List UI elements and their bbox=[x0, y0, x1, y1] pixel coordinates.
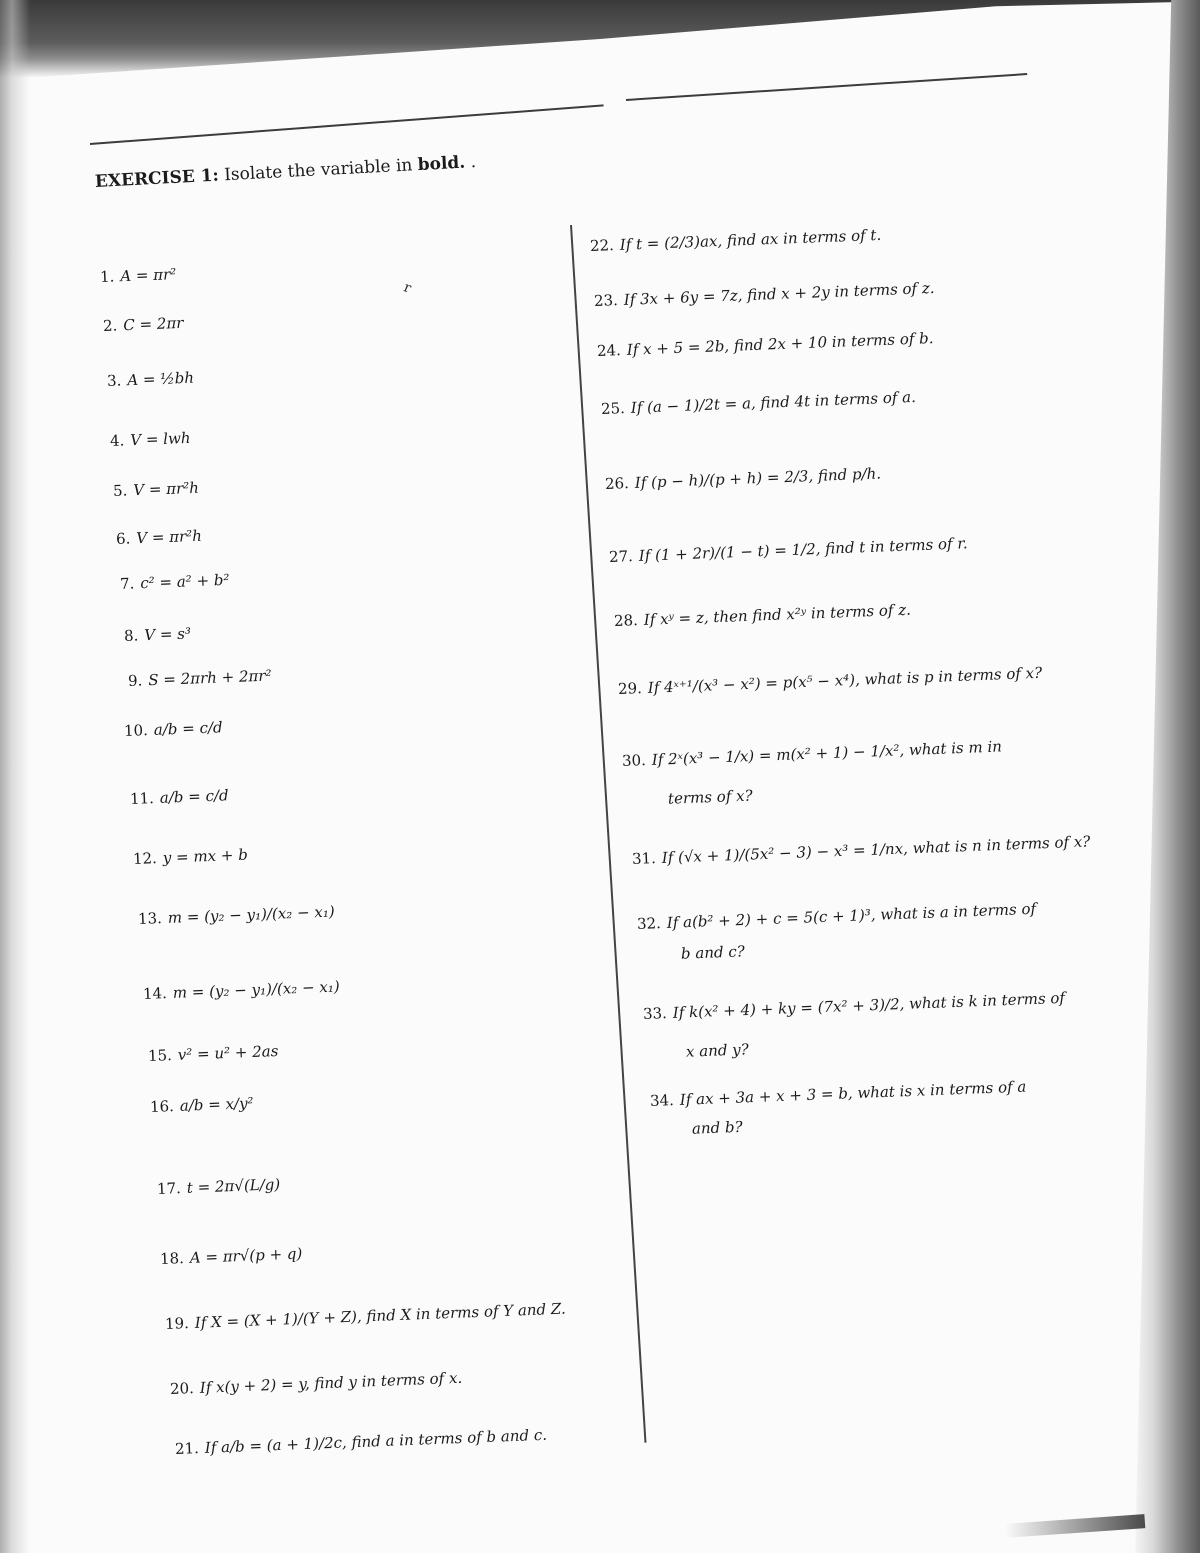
problem-number: 24. bbox=[596, 341, 622, 360]
problem-item bbox=[594, 279, 935, 310]
problem-item bbox=[157, 1175, 281, 1198]
problem-number: 17. bbox=[156, 1179, 182, 1198]
problem-equation: b and c? bbox=[680, 942, 746, 963]
problem-item bbox=[170, 1369, 463, 1398]
problem-number: 30. bbox=[621, 751, 647, 770]
instruction-text: Isolate the variable in bbox=[223, 155, 413, 186]
problem-number: 33. bbox=[642, 1004, 668, 1023]
problem-equation: If 3x + 6y = 7z, find x + 2y in terms of z. bbox=[623, 278, 935, 309]
problem-number bbox=[662, 790, 663, 808]
header-rule-right bbox=[626, 73, 1027, 101]
problem-number: 29. bbox=[617, 679, 643, 698]
problem-number: 3. bbox=[106, 371, 122, 390]
problem-number: 13. bbox=[137, 909, 163, 928]
instruction-bold: bold. bbox=[417, 152, 466, 176]
header-rule-left bbox=[90, 104, 604, 145]
problem-item bbox=[128, 666, 272, 690]
problem-item bbox=[680, 1040, 749, 1061]
problem-number: 27. bbox=[608, 547, 634, 566]
problem-equation: C = 2πr bbox=[122, 313, 184, 335]
exercise-label: EXERCISE 1: bbox=[94, 165, 220, 192]
problem-number: 8. bbox=[123, 626, 139, 645]
problem-equation: m = (y₂ − y₁)/(x₂ − x₁) bbox=[167, 902, 335, 927]
problem-number: 6. bbox=[115, 529, 131, 548]
problem-equation: If ax + 3a + x + 3 = b, what is x in terms of a bbox=[679, 1077, 1027, 1109]
problem-item bbox=[100, 265, 177, 286]
problem-item bbox=[143, 977, 340, 1003]
problem-item bbox=[686, 1118, 743, 1138]
problem-equation: v² = u² + 2as bbox=[177, 1042, 279, 1064]
problem-item bbox=[107, 369, 195, 390]
problem-equation: A = πr√(p + q) bbox=[189, 1244, 303, 1267]
problem-equation: x and y? bbox=[685, 1040, 750, 1061]
problem-equation: If 4ˣ⁺¹/(x³ − x²) = p(x⁵ − x⁴), what is p in terms of x? bbox=[647, 663, 1043, 697]
problem-number: 16. bbox=[149, 1097, 175, 1116]
problem-item bbox=[133, 846, 248, 868]
problem-number: 9. bbox=[127, 671, 143, 690]
problem-item bbox=[618, 664, 1043, 698]
problem-item bbox=[150, 1094, 254, 1116]
problem-item bbox=[622, 737, 1003, 770]
problem-equation: If k(x² + 4) + ky = (7x² + 3)/2, what is k in terms of bbox=[672, 988, 1066, 1022]
problem-equation: terms of x? bbox=[667, 786, 753, 808]
problem-item bbox=[597, 329, 934, 360]
problem-item bbox=[175, 1426, 548, 1458]
problem-item bbox=[165, 1300, 566, 1333]
problem-number: 31. bbox=[631, 849, 657, 868]
problem-item bbox=[116, 527, 203, 548]
problem-item bbox=[113, 479, 200, 500]
problem-number: 2. bbox=[102, 316, 118, 335]
problem-number: 32. bbox=[636, 914, 662, 933]
problem-item bbox=[675, 942, 745, 963]
problem-equation: S = 2πrh + 2πr² bbox=[147, 666, 272, 690]
instruction-suffix: . bbox=[464, 152, 477, 173]
problem-equation: V = πr²h bbox=[132, 478, 200, 500]
exercise-title bbox=[94, 152, 476, 192]
problem-item bbox=[160, 1245, 303, 1268]
problem-equation: V = lwh bbox=[129, 428, 191, 450]
scan-edge-top bbox=[0, 0, 1200, 78]
problem-equation: If a/b = (a + 1)/2c, find a in terms of b and c. bbox=[204, 1425, 548, 1457]
problem-equation: If t = (2/3)ax, find ax in terms of t. bbox=[619, 225, 882, 254]
problem-equation: A = πr² bbox=[119, 265, 177, 286]
problem-number: 26. bbox=[604, 474, 630, 493]
problem-equation: c² = a² + b² bbox=[139, 570, 230, 593]
problem-item bbox=[103, 314, 184, 335]
problem-item bbox=[124, 718, 223, 740]
problem-equation: V = s³ bbox=[143, 624, 192, 645]
problem-number: 4. bbox=[109, 431, 125, 450]
problem-equation: If (√x + 1)/(5x² − 3) − x³ = 1/nx, what is n in terms of x? bbox=[661, 832, 1091, 867]
problem-item bbox=[590, 226, 882, 255]
scan-edge-right bbox=[1128, 0, 1200, 1553]
problem-number: 34. bbox=[649, 1091, 675, 1110]
problem-item bbox=[124, 624, 192, 645]
problem-number: 7. bbox=[119, 574, 135, 593]
problem-number: 23. bbox=[593, 291, 619, 310]
problem-equation: V = πr²h bbox=[135, 526, 203, 548]
problem-item bbox=[609, 534, 968, 566]
problem-item bbox=[637, 900, 1037, 933]
problem-item bbox=[601, 388, 917, 418]
problem-equation: If (a − 1)/2t = a, find 4t in terms of a. bbox=[630, 387, 917, 417]
problem-equation: t = 2π√(L/g) bbox=[186, 1175, 281, 1197]
problem-number: 12. bbox=[132, 849, 158, 868]
problem-equation: If (p − h)/(p + h) = 2/3, find p/h. bbox=[634, 464, 882, 492]
problem-number: 25. bbox=[600, 399, 626, 418]
problem-equation: If x + 5 = 2b, find 2x + 10 in terms of b. bbox=[626, 329, 934, 359]
problem-number: 18. bbox=[159, 1249, 185, 1268]
scan-shadow-corner bbox=[1005, 1514, 1146, 1538]
problem-number bbox=[675, 945, 676, 963]
problem-item bbox=[130, 786, 229, 808]
problem-equation: If X = (X + 1)/(Y + Z), find X in terms of Y and Z. bbox=[194, 1299, 567, 1332]
problem-equation: If x(y + 2) = y, find y in terms of x. bbox=[199, 1368, 463, 1397]
problem-equation: If xʸ = z, then find x²ʸ in terms of z. bbox=[643, 600, 912, 629]
problem-number: 14. bbox=[142, 984, 168, 1003]
problem-equation: m = (y₂ − y₁)/(x₂ − x₁) bbox=[172, 977, 340, 1002]
stray-pen-mark: r bbox=[401, 279, 414, 297]
scan-edge-left bbox=[0, 0, 30, 1553]
problem-equation: a/b = x/y² bbox=[179, 1094, 254, 1115]
problem-number: 28. bbox=[613, 611, 639, 630]
problem-equation: a/b = c/d bbox=[153, 718, 223, 739]
problem-number: 1. bbox=[99, 267, 115, 286]
problem-equation: If (1 + 2r)/(1 − t) = 1/2, find t in terms of r. bbox=[638, 534, 968, 565]
problem-equation: y = mx + b bbox=[162, 845, 249, 867]
problem-number bbox=[680, 1043, 681, 1061]
problem-item bbox=[650, 1078, 1027, 1110]
problem-equation: and b? bbox=[691, 1117, 743, 1138]
problem-item bbox=[605, 464, 882, 493]
problem-item bbox=[662, 787, 753, 808]
problem-equation: If 2ˣ(x³ − 1/x) = m(x² + 1) − 1/x², what is m in bbox=[651, 737, 1003, 769]
problem-number: 21. bbox=[174, 1439, 200, 1458]
problem-number bbox=[686, 1120, 687, 1138]
problem-number: 15. bbox=[147, 1046, 173, 1065]
problem-item bbox=[110, 429, 191, 450]
problem-number: 11. bbox=[129, 789, 155, 808]
problem-number: 22. bbox=[589, 236, 615, 255]
problem-equation: If a(b² + 2) + c = 5(c + 1)³, what is a in terms of bbox=[666, 899, 1037, 932]
problem-item bbox=[643, 989, 1066, 1023]
problem-item bbox=[632, 832, 1091, 868]
problem-equation: a/b = c/d bbox=[159, 786, 229, 807]
problem-item bbox=[138, 902, 335, 928]
problem-number: 19. bbox=[164, 1314, 190, 1333]
problem-equation: A = ½bh bbox=[126, 368, 195, 390]
problem-item bbox=[148, 1042, 279, 1065]
problem-number: 5. bbox=[112, 481, 128, 500]
problem-item bbox=[614, 601, 912, 630]
problem-number: 20. bbox=[169, 1379, 195, 1398]
problem-number: 10. bbox=[123, 721, 149, 740]
problem-item bbox=[120, 571, 230, 593]
